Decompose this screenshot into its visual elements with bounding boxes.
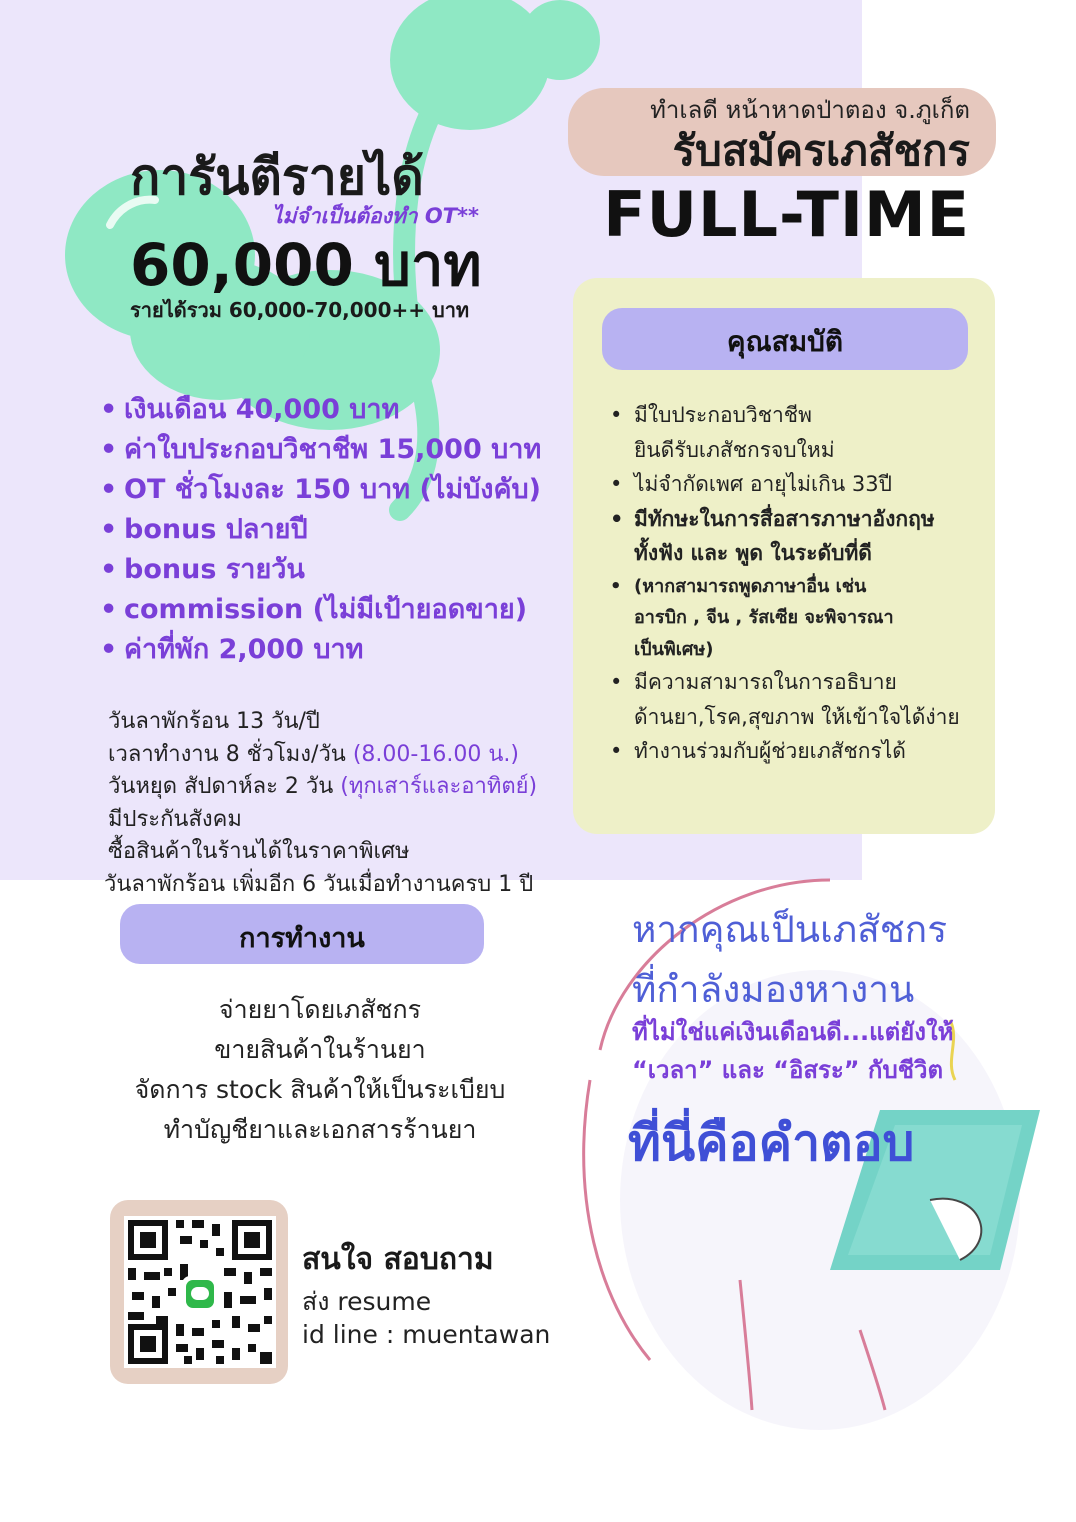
resume-text: ส่ง resume <box>302 1287 432 1316</box>
benefit-item: • ค่าใบประกอบวิชาชีพ 15,000 บาท <box>100 432 541 472</box>
holiday-line <box>108 771 537 804</box>
extra-leave-text: วันลาพักร้อน เพิ่มอีก 6 วันเมื่อทำงานครบ 1 ปี <box>104 871 534 897</box>
qr-code[interactable] <box>124 1216 276 1368</box>
qualification-item: • (หากสามารถพูดภาษาอื่น เช่น อารบิก , จีน , รัสเซีย จะพิจารณา เป็นพิเศษ) <box>610 571 990 666</box>
qualifications-title: คุณสมบัติ <box>726 325 844 358</box>
promo-answer: ที่นี่คือคำตอบ <box>628 1114 915 1172</box>
promo-line-4: “เวลา” และ “อิสระ” กับชีวิต <box>632 1056 944 1084</box>
leave-text: วันลาพักร้อน 13 วัน/ปี <box>108 709 320 734</box>
qualification-item: • ทำงานร่วมกับผู้ช่วยเภสัชกรได้ <box>610 734 990 769</box>
qualifications-list <box>610 398 990 769</box>
benefit-item: • ค่าที่พัก 2,000 บาท <box>100 632 541 672</box>
benefit-item: • เงินเดือน 40,000 บาท <box>100 392 541 432</box>
recruit-heading: รับสมัครเภสัชกร <box>672 126 970 175</box>
position-heading: FULL-TIME <box>603 178 970 251</box>
line-app-icon <box>186 1280 214 1308</box>
qualification-item: • มีความสามารถในการอธิบาย ด้านยา,โรค,สุขภาพ ให้เข้าใจได้ง่าย <box>610 665 990 734</box>
hours-line <box>108 739 537 772</box>
work-item: จ่ายยาโดยเภสัชกร <box>218 995 422 1024</box>
holiday-text: วันหยุด สัปดาห์ละ 2 วัน <box>108 774 334 799</box>
qualification-item: • มีใบประกอบวิชาชีพ ยินดีรับเภสัชกรจบใหม่ <box>610 398 990 467</box>
contact-title: สนใจ สอบถาม <box>302 1242 494 1277</box>
benefit-item: • OT ชั่วโมงละ 150 บาท (ไม่บังคับ) <box>100 472 541 512</box>
benefits-list <box>100 392 541 672</box>
work-details <box>104 706 538 901</box>
guarantee-title: การันตีรายได้ <box>130 148 424 206</box>
total-income: รายได้รวม 60,000-70,000++ บาท <box>130 298 470 322</box>
work-list <box>100 990 540 1150</box>
ot-note: ไม่จำเป็นต้องทำ OT** <box>272 204 479 228</box>
qualification-item: • ไม่จำกัดเพศ อายุไม่เกิน 33ปี <box>610 467 990 502</box>
insurance-text: มีประกันสังคม <box>108 806 242 832</box>
work-item: ทำบัญชียาและเอกสารร้านยา <box>163 1115 477 1144</box>
income-amount: 60,000 บาท <box>130 231 482 299</box>
work-item: ขายสินค้าในร้านยา <box>214 1035 426 1064</box>
line-id-text: id line : muentawan <box>302 1320 551 1349</box>
promo-line-2: ที่กำลังมองหางาน <box>632 968 915 1011</box>
hours-text: เวลาทำงาน 8 ชั่วโมง/วัน <box>108 741 346 767</box>
holiday-days: (ทุกเสาร์และอาทิตย์) <box>340 774 538 799</box>
benefit-item: • bonus รายวัน <box>100 552 541 592</box>
qualification-item: • มีทักษะในการสื่อสารภาษาอังกฤษ ทั้งฟัง และ พูด ในระดับที่ดี <box>610 502 990 571</box>
benefit-item: • bonus ปลายปี <box>100 512 541 552</box>
work-title: การทำงาน <box>239 923 365 954</box>
benefit-item: • commission (ไม่มีเป้ายอดขาย) <box>100 592 541 632</box>
location-text: ทำเลดี หน้าหาดป่าตอง จ.ภูเก็ต <box>650 96 970 124</box>
promo-line-1: หากคุณเป็นเภสัชกร <box>632 908 948 951</box>
discount-text: ซื้อสินค้าในร้านได้ในราคาพิเศษ <box>108 839 410 864</box>
work-item: จัดการ stock สินค้าให้เป็นระเบียบ <box>134 1075 506 1104</box>
promo-line-3: ที่ไม่ใช่แค่เงินเดือนดี...แต่ยังให้ <box>632 1018 954 1046</box>
promo-question <box>632 900 947 1020</box>
promo-subtext <box>632 1013 954 1089</box>
hours-time: (8.00-16.00 น.) <box>352 741 519 767</box>
